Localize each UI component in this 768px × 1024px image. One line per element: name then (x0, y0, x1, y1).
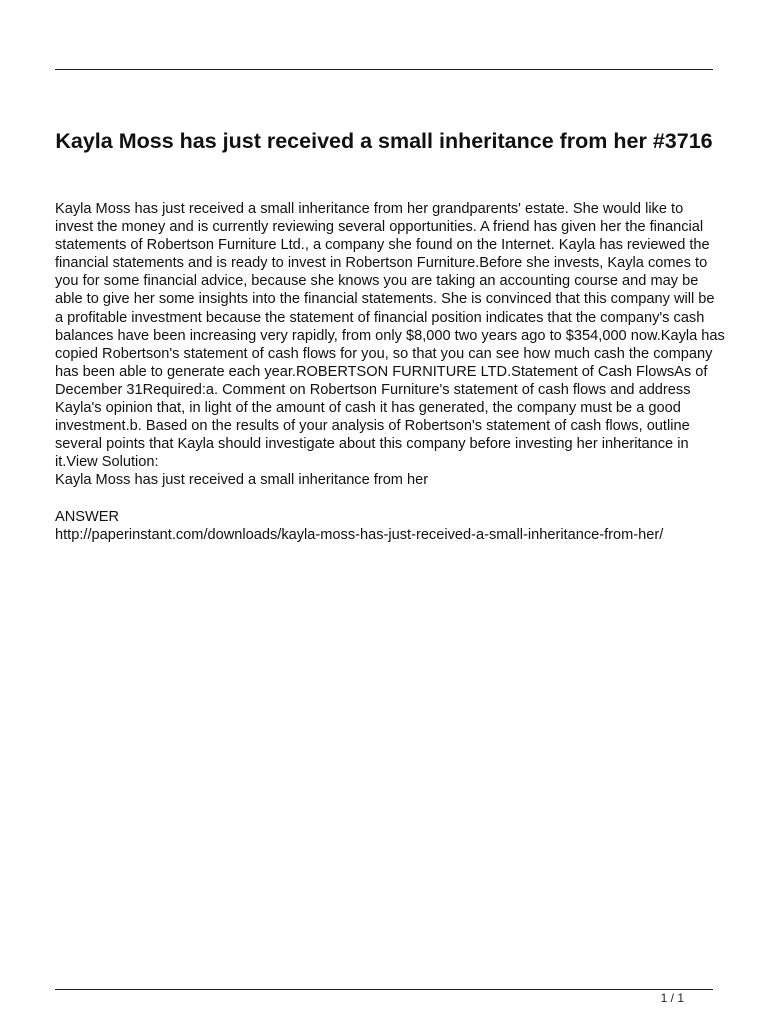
document-title: Kayla Moss has just received a small inheritance from her #3716 (55, 129, 713, 153)
page-indicator: 1 / 1 (660, 991, 684, 1005)
summary-line: Kayla Moss has just received a small inheritance from her (55, 472, 429, 489)
body-paragraph: Kayla Moss has just received a small inheritance from her grandparents' estate. She would like to invest the money and is currently reviewing several opportunities. A friend has given her the financial statements of Robertson Furniture Ltd., a company she found on the Internet. Kayla has reviewed the financial statements and is ready to invest in Robertson Furniture.Before she invests, Kayla comes to you for some financial advice, because she knows you are taking an accounting course and may be able to give her some insights into the financial statements. She is convinced that this company will be a profitable investment because the statement of financial position indicates that the company's cash balances have been increasing very rapidly, from only $8,000 two years ago to $354,000 now.Kayla has copied Robertson's statement of cash flows for you, so that you can see how much cash the company has been able to generate each year.ROBERTSON FURNITURE LTD.Statement of Cash FlowsAs of December 31Required:a. Comment on Robertson Furniture's statement of cash flows and address Kayla's opinion that, in light of the amount of cash it has generated, the company must be a good investment.b. Based on the results of your analysis of Robertson's statement of cash flows, outline several points that Kayla should investigate about this company before investing her inheritance in it.View Solution: (55, 201, 725, 471)
answer-label: ANSWER (55, 508, 120, 525)
footer-divider (55, 989, 713, 990)
header-divider (55, 69, 713, 70)
document-body (55, 200, 725, 544)
answer-link[interactable]: http://paperinstant.com/downloads/kayla-moss-has-just-received-a-small-inheritance-from-her/ (55, 526, 664, 543)
paragraph-spacer (55, 490, 725, 508)
